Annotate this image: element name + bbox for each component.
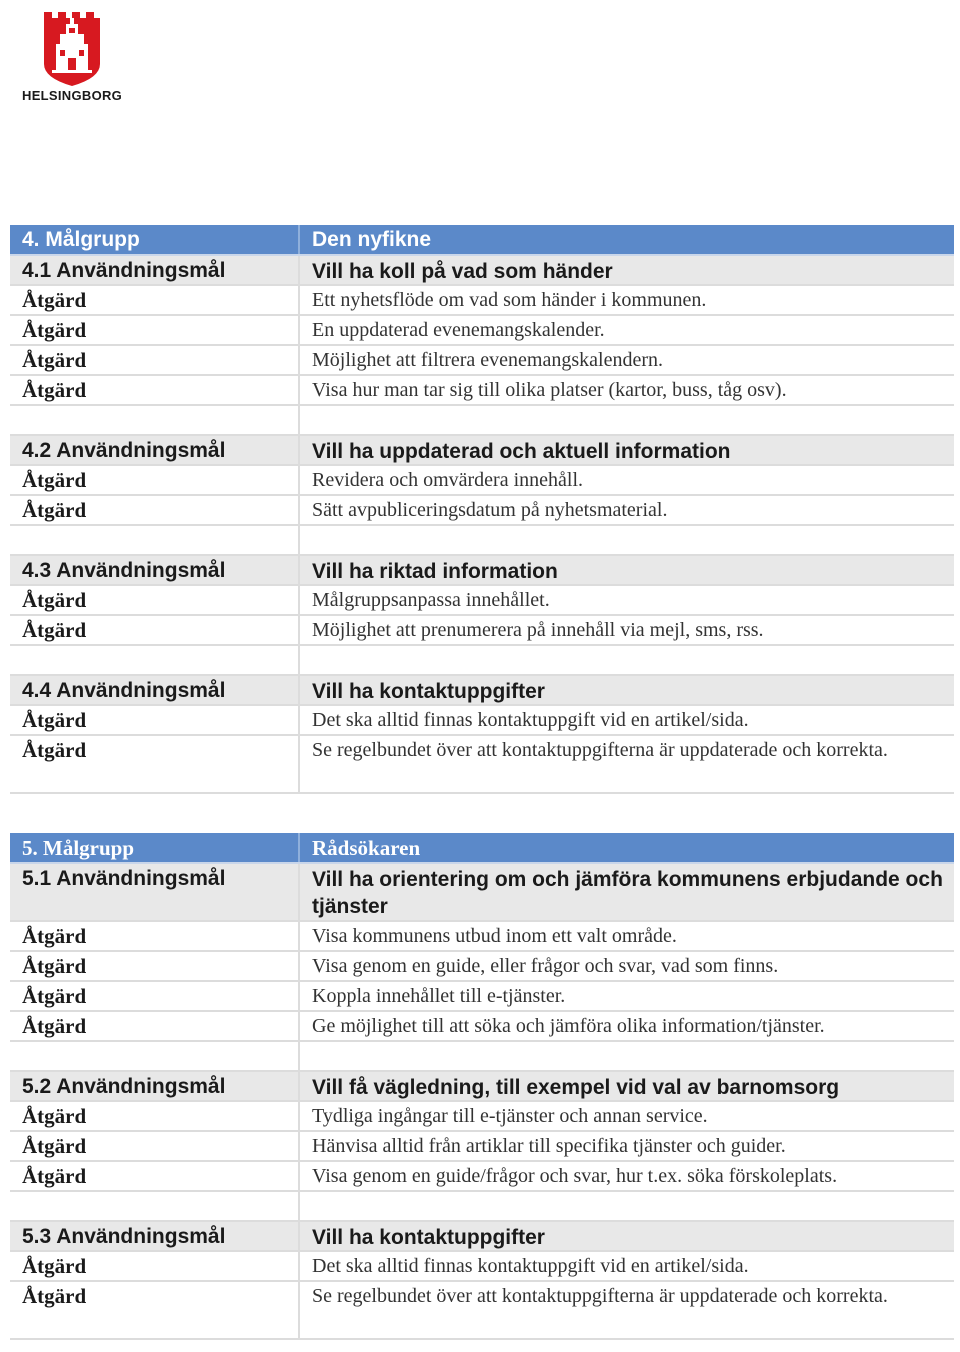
target-group-name: Rådsökaren xyxy=(312,836,421,860)
spacer-row xyxy=(10,526,954,556)
action-row xyxy=(10,286,954,316)
usage-goal-number: 4.3 Användningsmål xyxy=(10,556,300,584)
action-text: Tydliga ingångar till e-tjänster och annan service. xyxy=(312,1105,708,1127)
target-group-table-5 xyxy=(10,833,954,1340)
action-text: Revidera och omvärdera innehåll. xyxy=(312,469,583,491)
action-label: Åtgärd xyxy=(10,1282,300,1338)
usage-goal-row xyxy=(10,864,954,922)
usage-goal-number: 4.2 Användningsmål xyxy=(10,436,300,464)
action-label: Åtgärd xyxy=(10,466,300,494)
action-row xyxy=(10,346,954,376)
usage-goal-title: Vill ha orientering om och jämföra kommunens erbjudande och tjänster xyxy=(312,868,943,918)
target-group-label: 5. Målgrupp xyxy=(10,833,300,862)
action-row xyxy=(10,1132,954,1162)
spacer-cell xyxy=(300,1192,954,1220)
action-text: Möjlighet att prenumerera på innehåll via mejl, sms, rss. xyxy=(312,619,764,641)
action-row xyxy=(10,586,954,616)
usage-goal-number: 4.4 Användningsmål xyxy=(10,676,300,704)
action-text: Se regelbundet över att kontaktuppgifterna är uppdaterade och korrekta. xyxy=(312,1285,888,1307)
action-text: Målgruppsanpassa innehållet. xyxy=(312,589,550,611)
usage-goal-title: Vill ha koll på vad som händer xyxy=(312,260,613,283)
action-row xyxy=(10,1102,954,1132)
usage-goal-row xyxy=(10,256,954,286)
usage-goal-row xyxy=(10,436,954,466)
spacer-cell xyxy=(10,526,300,554)
target-group-label: 4. Målgrupp xyxy=(10,225,300,254)
action-text: Koppla innehållet till e-tjänster. xyxy=(312,985,566,1007)
action-label: Åtgärd xyxy=(10,736,300,792)
action-label: Åtgärd xyxy=(10,922,300,950)
spacer-row xyxy=(10,1192,954,1222)
spacer-cell xyxy=(10,406,300,434)
usage-goal-title: Vill ha kontaktuppgifter xyxy=(312,1226,545,1249)
action-row xyxy=(10,316,954,346)
action-text: En uppdaterad evenemangskalender. xyxy=(312,319,605,341)
usage-goal-number: 4.1 Användningsmål xyxy=(10,256,300,284)
action-text: Visa genom en guide/frågor och svar, hur t.ex. söka förskoleplats. xyxy=(312,1165,838,1187)
usage-goal-number: 5.3 Användningsmål xyxy=(10,1222,300,1250)
action-label: Åtgärd xyxy=(10,316,300,344)
usage-goal-row xyxy=(10,1072,954,1102)
action-text: Ett nyhetsflöde om vad som händer i kommunen. xyxy=(312,289,707,311)
usage-goal-row xyxy=(10,556,954,586)
target-group-name: Den nyfikne xyxy=(312,228,432,251)
action-text: Visa kommunens utbud inom ett valt område. xyxy=(312,925,677,947)
action-row xyxy=(10,466,954,496)
spacer-row xyxy=(10,406,954,436)
action-text: Hänvisa alltid från artiklar till specifika tjänster och guider. xyxy=(312,1135,786,1157)
action-text: Sätt avpubliceringsdatum på nyhetsmaterial. xyxy=(312,499,668,521)
action-row xyxy=(10,736,954,794)
spacer-cell xyxy=(10,1042,300,1070)
usage-goal-title: Vill ha uppdaterad och aktuell information xyxy=(312,440,731,463)
spacer-cell xyxy=(300,1042,954,1070)
action-label: Åtgärd xyxy=(10,952,300,980)
action-row xyxy=(10,922,954,952)
city-crest-icon xyxy=(22,4,122,88)
usage-goal-title: Vill ha kontaktuppgifter xyxy=(312,680,545,703)
action-text: Visa hur man tar sig till olika platser (kartor, buss, tåg osv). xyxy=(312,379,787,401)
spacer-cell xyxy=(300,526,954,554)
action-row xyxy=(10,706,954,736)
action-label: Åtgärd xyxy=(10,706,300,734)
action-row xyxy=(10,952,954,982)
spacer-cell xyxy=(10,646,300,674)
target-group-table-4 xyxy=(10,225,954,794)
action-row xyxy=(10,496,954,526)
action-label: Åtgärd xyxy=(10,376,300,404)
action-row xyxy=(10,376,954,406)
action-row xyxy=(10,1252,954,1282)
action-label: Åtgärd xyxy=(10,1102,300,1130)
action-text: Se regelbundet över att kontaktuppgifterna är uppdaterade och korrekta. xyxy=(312,739,888,761)
helsingborg-logo xyxy=(22,4,122,104)
action-label: Åtgärd xyxy=(10,286,300,314)
spacer-row xyxy=(10,646,954,676)
action-row xyxy=(10,1012,954,1042)
target-group-header xyxy=(10,225,954,256)
action-text: Möjlighet att filtrera evenemangskalendern. xyxy=(312,349,663,371)
action-row xyxy=(10,982,954,1012)
action-label: Åtgärd xyxy=(10,616,300,644)
action-label: Åtgärd xyxy=(10,496,300,524)
usage-goal-row xyxy=(10,676,954,706)
usage-goal-title: Vill ha riktad information xyxy=(312,560,558,583)
usage-goal-number: 5.1 Användningsmål xyxy=(10,864,300,920)
action-text: Det ska alltid finnas kontaktuppgift vid en artikel/sida. xyxy=(312,709,749,731)
action-label: Åtgärd xyxy=(10,1252,300,1280)
action-label: Åtgärd xyxy=(10,982,300,1010)
action-label: Åtgärd xyxy=(10,346,300,374)
spacer-cell xyxy=(300,646,954,674)
action-row xyxy=(10,616,954,646)
usage-goal-number: 5.2 Användningsmål xyxy=(10,1072,300,1100)
action-label: Åtgärd xyxy=(10,1132,300,1160)
spacer-cell xyxy=(10,1192,300,1220)
action-label: Åtgärd xyxy=(10,1012,300,1040)
spacer-row xyxy=(10,1042,954,1072)
action-label: Åtgärd xyxy=(10,586,300,614)
action-text: Visa genom en guide, eller frågor och svar, vad som finns. xyxy=(312,955,779,977)
usage-goal-title: Vill få vägledning, till exempel vid val av barnomsorg xyxy=(312,1076,840,1099)
action-row xyxy=(10,1282,954,1340)
logo-text: HELSINGBORG xyxy=(22,88,123,103)
action-label: Åtgärd xyxy=(10,1162,300,1190)
action-text: Det ska alltid finnas kontaktuppgift vid en artikel/sida. xyxy=(312,1255,749,1277)
action-row xyxy=(10,1162,954,1192)
action-text: Ge möjlighet till att söka och jämföra olika information/tjänster. xyxy=(312,1015,825,1037)
spacer-cell xyxy=(300,406,954,434)
target-group-header xyxy=(10,833,954,864)
usage-goal-row xyxy=(10,1222,954,1252)
